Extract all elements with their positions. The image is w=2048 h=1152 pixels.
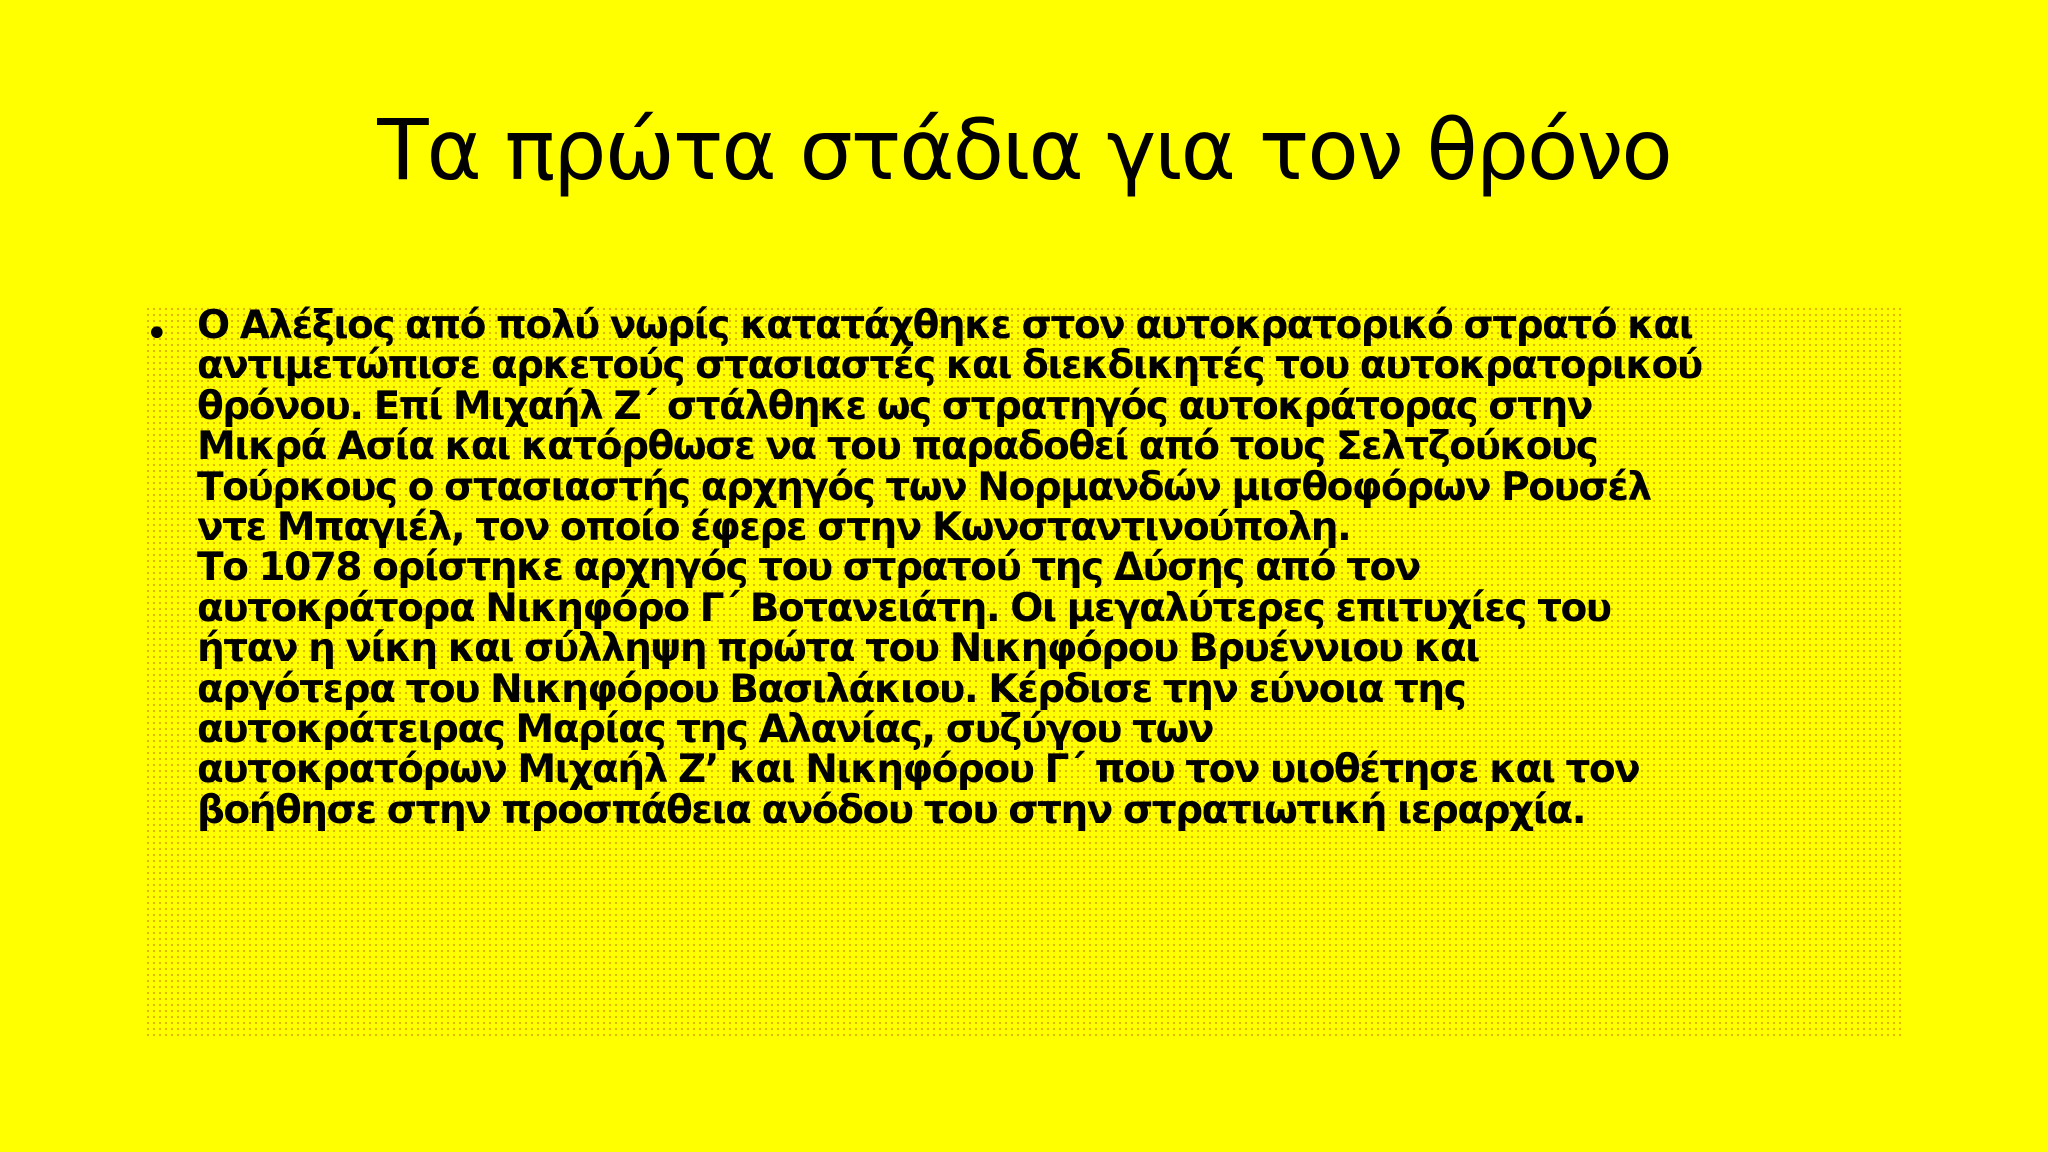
bullet-text	[197, 303, 1902, 833]
text-line: αυτοκράτειρας Μαρίας της Αλανίας, συζύγου των	[197, 707, 1213, 753]
bullet-icon: •	[145, 311, 169, 357]
text-line: ήταν η νίκη και σύλληψη πρώτα του Νικηφόρου Βρυέννιου και	[197, 626, 1479, 672]
text-line: Μικρά Ασία και κατόρθωσε να του παραδοθεί από τους Σελτζούκους	[197, 424, 1598, 470]
text-line: Τούρκους ο στασιαστής αρχηγός των Νορμανδών μισθοφόρων Ρουσέλ	[197, 464, 1651, 510]
slide-title: Τα πρώτα στάδια για τον θρόνο	[377, 101, 1671, 199]
text-line: αργότερα του Νικηφόρου Βασιλάκιου. Κέρδισε την εύνοια της	[197, 666, 1466, 712]
text-line: αυτοκρατόρων Μιχαήλ Ζ’ και Νικηφόρου Γ΄ που τον υιοθέτησε και τον	[197, 747, 1640, 793]
content-box	[145, 303, 1905, 1036]
text-line: αυτοκράτορα Νικηφόρο Γ΄ Βοτανειάτη. Οι μεγαλύτερες επιτυχίες του	[197, 585, 1611, 631]
text-line: ντε Μπαγιέλ, τον οποίο έφερε στην Κωνσταντινούπολη.	[197, 505, 1351, 551]
text-line: αντιμετώπισε αρκετούς στασιαστές και διεκδικητές του αυτοκρατορικού	[197, 343, 1702, 389]
text-line: Ο Αλέξιος από πολύ νωρίς κατατάχθηκε στον αυτοκρατορικό στρατό και	[197, 303, 1693, 348]
text-line: Το 1078 ορίστηκε αρχηγός του στρατού της Δύσης από τον	[197, 545, 1420, 591]
text-line: θρόνου. Επί Μιχαήλ Ζ΄ στάλθηκε ως στρατηγός αυτοκράτορας στην	[197, 383, 1592, 429]
text-line: βοήθησε στην προσπάθεια ανόδου του στην στρατιωτική ιεραρχία.	[197, 787, 1586, 833]
